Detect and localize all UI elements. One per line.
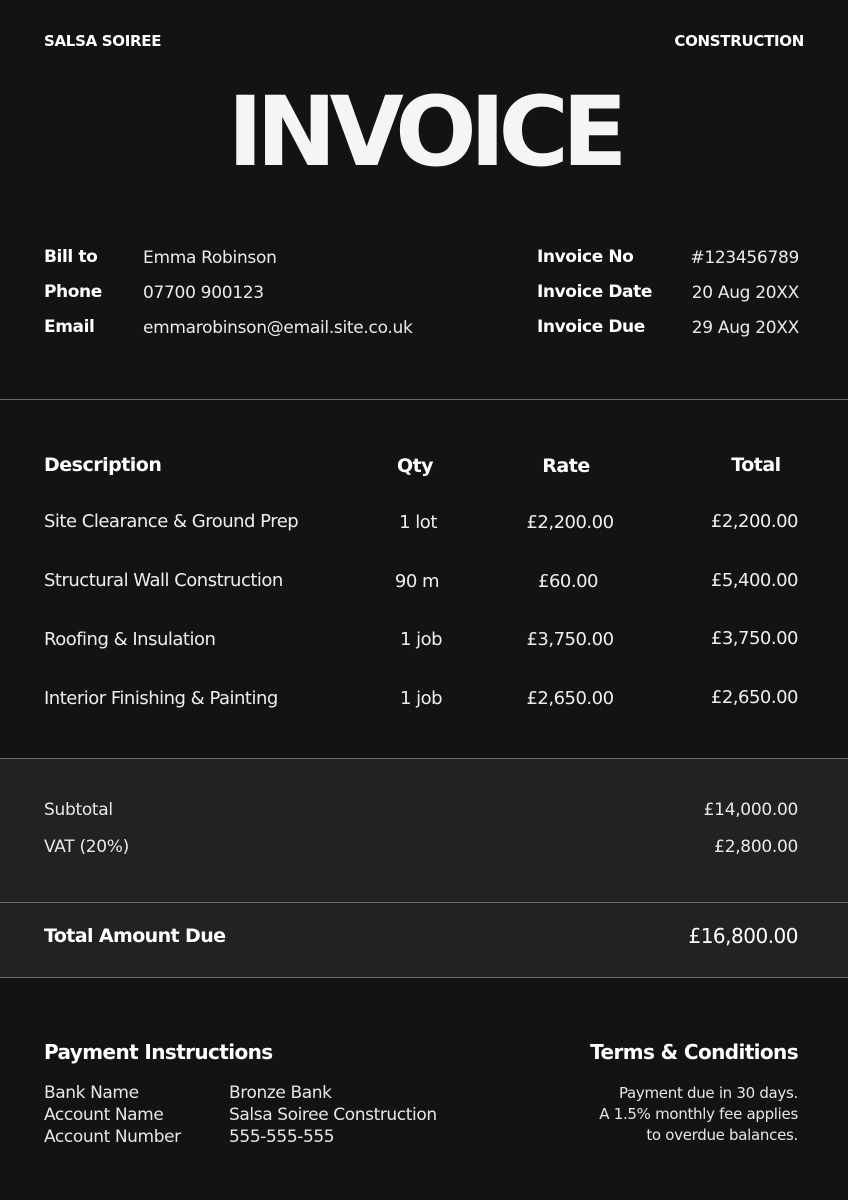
divider bbox=[0, 977, 848, 978]
row-description: Structural Wall Construction bbox=[44, 570, 283, 591]
invoice-title: INVOICE bbox=[227, 76, 621, 188]
table-header-qty: Qty bbox=[396, 455, 434, 477]
row-total: £3,750.00 bbox=[710, 628, 798, 649]
row-qty: 90 m bbox=[394, 571, 440, 592]
vat-label: VAT (20%) bbox=[44, 837, 129, 857]
total-due-value: £16,800.00 bbox=[688, 924, 798, 948]
brand-name: SALSA SOIREE bbox=[44, 32, 162, 50]
email-value: emmarobinson@email.site.co.uk bbox=[143, 318, 413, 338]
invoice-due-label: Invoice Due bbox=[537, 317, 645, 337]
divider bbox=[0, 399, 848, 400]
subtotal-label: Subtotal bbox=[44, 800, 113, 820]
phone-label: Phone bbox=[44, 282, 102, 302]
payment-instructions-title: Payment Instructions bbox=[44, 1040, 273, 1064]
account-number-value: 555-555-555 bbox=[229, 1127, 335, 1147]
invoice-no-value: #123456789 bbox=[690, 248, 799, 268]
row-total: £2,650.00 bbox=[710, 687, 798, 708]
row-rate: £3,750.00 bbox=[526, 629, 614, 650]
terms-title: Terms & Conditions bbox=[590, 1040, 798, 1064]
table-header-rate: Rate bbox=[542, 455, 590, 477]
phone-value: 07700 900123 bbox=[143, 283, 264, 303]
table-header-description: Description bbox=[44, 454, 162, 476]
row-rate: £2,200.00 bbox=[526, 512, 614, 533]
row-rate: £2,650.00 bbox=[526, 688, 614, 709]
row-qty: 1 lot bbox=[399, 512, 437, 533]
total-due-label: Total Amount Due bbox=[44, 925, 226, 947]
account-name-value: Salsa Soiree Construction bbox=[229, 1105, 437, 1125]
table-header-total: Total bbox=[731, 454, 781, 476]
vat-value: £2,800.00 bbox=[714, 837, 798, 857]
divider bbox=[0, 758, 848, 759]
row-total: £5,400.00 bbox=[710, 570, 798, 591]
account-name-label: Account Name bbox=[44, 1105, 164, 1125]
brand-subtitle: CONSTRUCTION bbox=[674, 32, 804, 50]
row-rate: £60.00 bbox=[538, 571, 598, 592]
invoice-date-label: Invoice Date bbox=[537, 282, 652, 302]
bank-name-value: Bronze Bank bbox=[229, 1083, 332, 1103]
divider bbox=[0, 902, 848, 903]
terms-line: Payment due in 30 days. bbox=[618, 1084, 798, 1102]
bank-name-label: Bank Name bbox=[44, 1083, 139, 1103]
terms-line: A 1.5% monthly fee applies bbox=[599, 1105, 798, 1123]
terms-line: to overdue balances. bbox=[646, 1126, 798, 1144]
row-description: Interior Finishing & Painting bbox=[44, 688, 278, 709]
subtotal-value: £14,000.00 bbox=[703, 800, 798, 820]
row-qty: 1 job bbox=[399, 629, 443, 650]
email-label: Email bbox=[44, 317, 95, 337]
invoice-due-value: 29 Aug 20XX bbox=[691, 318, 799, 338]
invoice-no-label: Invoice No bbox=[537, 247, 634, 267]
row-total: £2,200.00 bbox=[710, 511, 798, 532]
row-description: Site Clearance & Ground Prep bbox=[44, 511, 299, 532]
bill-to-label: Bill to bbox=[44, 247, 98, 267]
invoice-date-value: 20 Aug 20XX bbox=[691, 283, 799, 303]
account-number-label: Account Number bbox=[44, 1127, 181, 1147]
row-description: Roofing & Insulation bbox=[44, 629, 216, 650]
row-qty: 1 job bbox=[399, 688, 443, 709]
bill-to-value: Emma Robinson bbox=[143, 248, 277, 268]
